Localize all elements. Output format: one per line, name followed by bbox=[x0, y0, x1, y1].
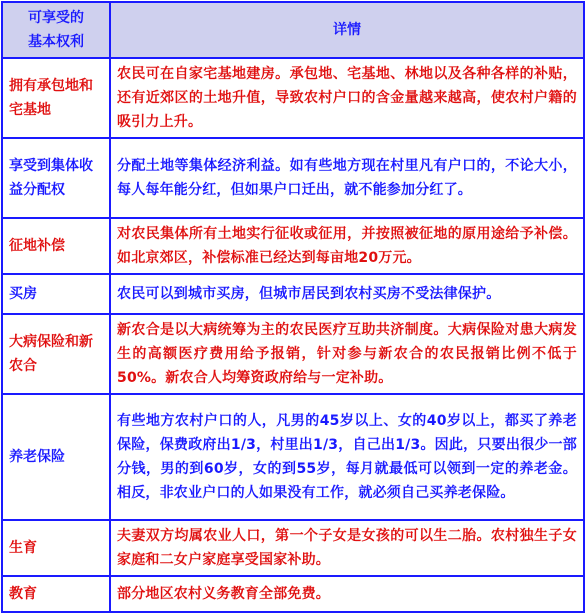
right-name: 教育 bbox=[9, 586, 37, 602]
detail-cell bbox=[110, 314, 584, 394]
detail-text: 分配土地等集体经济利益。如有些地方现在村里凡有户口的，不论大小，每人每年能分红，但如果户口迁出，就不能参加分红了。 bbox=[117, 158, 577, 198]
detail-text: 夫妻双方均属农业人口，第一个子女是女孩的可以生二胎。农村独生子女家庭和二女户家庭享受国家补助。 bbox=[117, 528, 577, 568]
detail-cell bbox=[110, 520, 584, 576]
table-row bbox=[2, 218, 584, 274]
detail-cell bbox=[110, 274, 584, 314]
detail-cell bbox=[110, 138, 584, 218]
header-details bbox=[110, 2, 584, 58]
right-name-cell bbox=[2, 394, 110, 520]
right-name: 买房 bbox=[9, 286, 37, 302]
right-name-cell bbox=[2, 576, 110, 612]
rights-rows bbox=[2, 58, 584, 612]
right-name: 养老保险 bbox=[9, 449, 65, 465]
table-row bbox=[2, 576, 584, 612]
right-name: 生育 bbox=[9, 540, 37, 556]
table-header-row bbox=[2, 2, 584, 58]
detail-cell bbox=[110, 58, 584, 138]
detail-cell bbox=[110, 218, 584, 274]
detail-text: 农民可以到城市买房，但城市居民到农村买房不受法律保护。 bbox=[117, 286, 501, 302]
table-row bbox=[2, 58, 584, 138]
header-rights bbox=[2, 2, 110, 58]
detail-text: 有些地方农村户口的人，凡男的45岁以上、女的40岁以上，都买了养老保险，保费政府出1/3，村里出1/3，自己出1/3。因此，只要出很少一部分钱，男的到60岁，女的到55岁，每月就最低可以领到一定的养老金。相反，非农业户口的人如果没有工作，就必须自己买养老保险。 bbox=[117, 413, 577, 501]
right-name-cell bbox=[2, 218, 110, 274]
header-details-label: 详情 bbox=[333, 22, 361, 38]
right-name: 大病保险和新农合 bbox=[9, 334, 93, 374]
table-row bbox=[2, 394, 584, 520]
right-name-cell bbox=[2, 314, 110, 394]
right-name-cell bbox=[2, 520, 110, 576]
detail-text: 部分地区农村义务教育全部免费。 bbox=[117, 586, 330, 602]
detail-cell bbox=[110, 394, 584, 520]
detail-cell bbox=[110, 576, 584, 612]
table-row bbox=[2, 274, 584, 314]
table-row bbox=[2, 314, 584, 394]
detail-text: 新农合是以大病统筹为主的农民医疗互助共济制度。大病保险对患大病发生的高额医疗费用给予报销，针对参与新农合的农民报销比例不低于50%。新农合人均筹资政府给与一定补助。 bbox=[117, 322, 577, 386]
table-row bbox=[2, 520, 584, 576]
right-name: 享受到集体收益分配权 bbox=[9, 158, 93, 198]
rights-table bbox=[1, 1, 585, 613]
detail-text: 对农民集体所有土地实行征收或征用，并按照被征地的原用途给予补偿。如北京郊区，补偿标准已经达到每亩地20万元。 bbox=[117, 226, 577, 266]
right-name: 征地补偿 bbox=[9, 238, 65, 254]
detail-text: 农民可在自家宅基地建房。承包地、宅基地、林地以及各种各样的补贴，还有近郊区的土地升值，导致农村户口的含金量越来越高，使农村户籍的吸引力上升。 bbox=[117, 66, 577, 130]
header-rights-label: 可享受的 基本权利 bbox=[28, 10, 84, 50]
right-name-cell bbox=[2, 58, 110, 138]
right-name-cell bbox=[2, 138, 110, 218]
right-name: 拥有承包地和宅基地 bbox=[9, 78, 93, 118]
table-row bbox=[2, 138, 584, 218]
right-name-cell bbox=[2, 274, 110, 314]
